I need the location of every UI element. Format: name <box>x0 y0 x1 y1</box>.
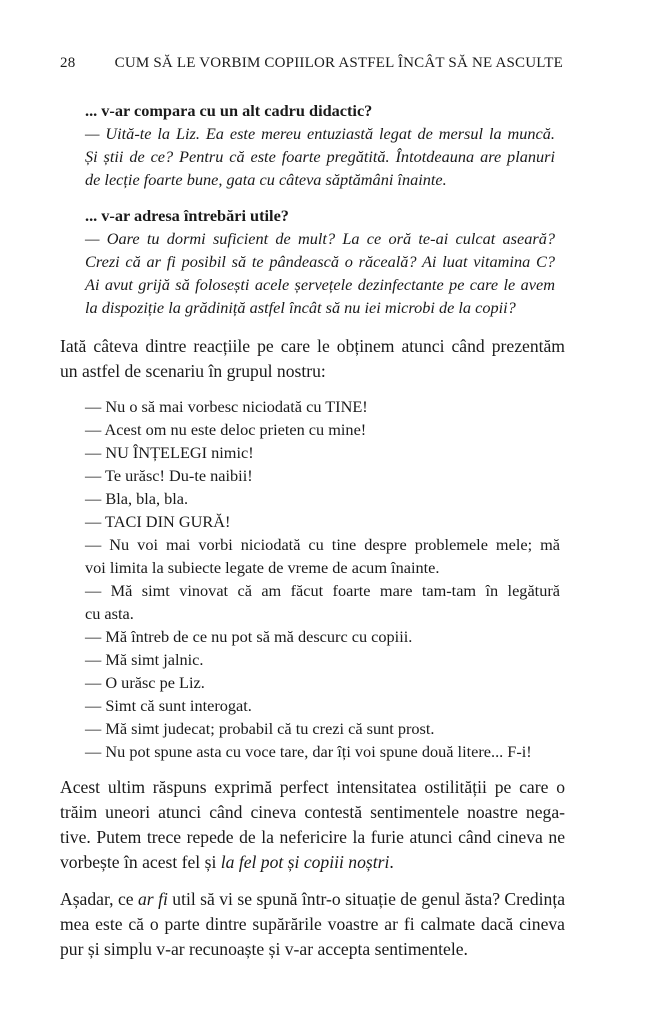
reaction-item: — Mă întreb de ce nu pot să mă descurc cu copiii. <box>85 627 413 646</box>
reaction-item: — Mă simt judecat; probabil că tu crezi că sunt prost. <box>85 719 435 738</box>
example-answer-line: Crezi că ar fi posibil să te pândească o răceală? Ai luat vitamina C? <box>85 252 555 271</box>
reaction-item: — Acest om nu este deloc prieten cu mine! <box>85 420 367 439</box>
paragraph-line: vorbește în acest fel și la fel pot și copiii noștri. <box>60 852 394 872</box>
intro-paragraph <box>60 334 565 384</box>
emphasis: la fel pot și copiii noștri <box>220 852 390 872</box>
paragraph-belief <box>60 887 565 962</box>
paragraph-line: un astfel de scenariu în grupul nostru: <box>60 361 326 381</box>
example-question: ... v-ar compara cu un alt cadru didactic? <box>85 101 373 120</box>
paragraph-line: trăim uneori atunci când cineva contestă sentimentele noastre nega- <box>60 802 565 822</box>
reaction-item: — O urăsc pe Liz. <box>85 673 205 692</box>
paragraph-line: Iată câteva dintre reacțiile pe care le obținem atunci când prezentăm <box>60 336 565 356</box>
example-answer-line: — Uită-te la Liz. Ea este mereu entuziastă legat de mersul la muncă. <box>85 124 555 143</box>
paragraph-hostility <box>60 775 565 875</box>
emphasis: ar fi <box>138 889 168 909</box>
paragraph-line: pur și simplu v-ar recunoaște și v-ar accepta sentimentele. <box>60 939 468 959</box>
reaction-item: — Nu voi mai vorbi niciodată cu tine despre problemele mele; mă voi limita la subiecte legate de vreme de acum înainte. <box>85 535 560 577</box>
page-number: 28 <box>60 55 76 71</box>
reaction-item: — Mă simt jalnic. <box>85 650 204 669</box>
reactions-list <box>85 395 560 763</box>
example-answer-line: Ai avut grijă să folosești acele șervețele dezinfectante pe care le avem <box>85 275 555 294</box>
reaction-item: — Nu pot spune asta cu voce tare, dar îți voi spune două litere... F-i! <box>85 742 532 761</box>
page-header <box>60 55 563 75</box>
reaction-item: — Te urăsc! Du-te naibii! <box>85 466 253 485</box>
paragraph-line: mea este că o parte dintre supărările voastre ar fi calmate dacă cineva <box>60 914 565 934</box>
example-block-questions <box>85 204 555 319</box>
reaction-item: — TACI DIN GURĂ! <box>85 512 231 531</box>
reaction-item: — Nu o să mai vorbesc niciodată cu TINE! <box>85 397 368 416</box>
example-answer-line: la dispoziție la grădiniță astfel încât să nu iei microbi de la copii? <box>85 298 516 317</box>
example-answer-line: — Oare tu dormi suficient de mult? La ce oră te-ai culcat aseară? <box>85 229 555 248</box>
example-answer-line: Și știi de ce? Pentru că este foarte pregătită. Întotdeauna are planuri <box>85 147 555 166</box>
running-title: CUM SĂ LE VORBIM COPIILOR ASTFEL ÎNCÂT SĂ NE ASCULTE <box>114 55 563 71</box>
example-block-compare <box>85 99 555 191</box>
example-question: ... v-ar adresa întrebări utile? <box>85 206 289 225</box>
reaction-item: — NU ÎNȚELEGI nimic! <box>85 443 254 462</box>
reaction-item: — Simt că sunt interogat. <box>85 696 252 715</box>
example-answer-line: de lecție foarte bune, gata cu câteva săptămâni înainte. <box>85 170 447 189</box>
paragraph-line: tive. Putem trece repede de la nefericire la furie atunci când cineva ne <box>60 827 565 847</box>
reaction-item: — Bla, bla, bla. <box>85 489 189 508</box>
paragraph-line: Așadar, ce ar fi util să vi se spună într-o situație de genul ăsta? Credința <box>60 889 566 909</box>
reaction-item: — Mă simt vinovat că am făcut foarte mare tam-tam în legătură cu asta. <box>85 581 560 623</box>
paragraph-line: Acest ultim răspuns exprimă perfect intensitatea ostilității pe care o <box>60 777 565 797</box>
